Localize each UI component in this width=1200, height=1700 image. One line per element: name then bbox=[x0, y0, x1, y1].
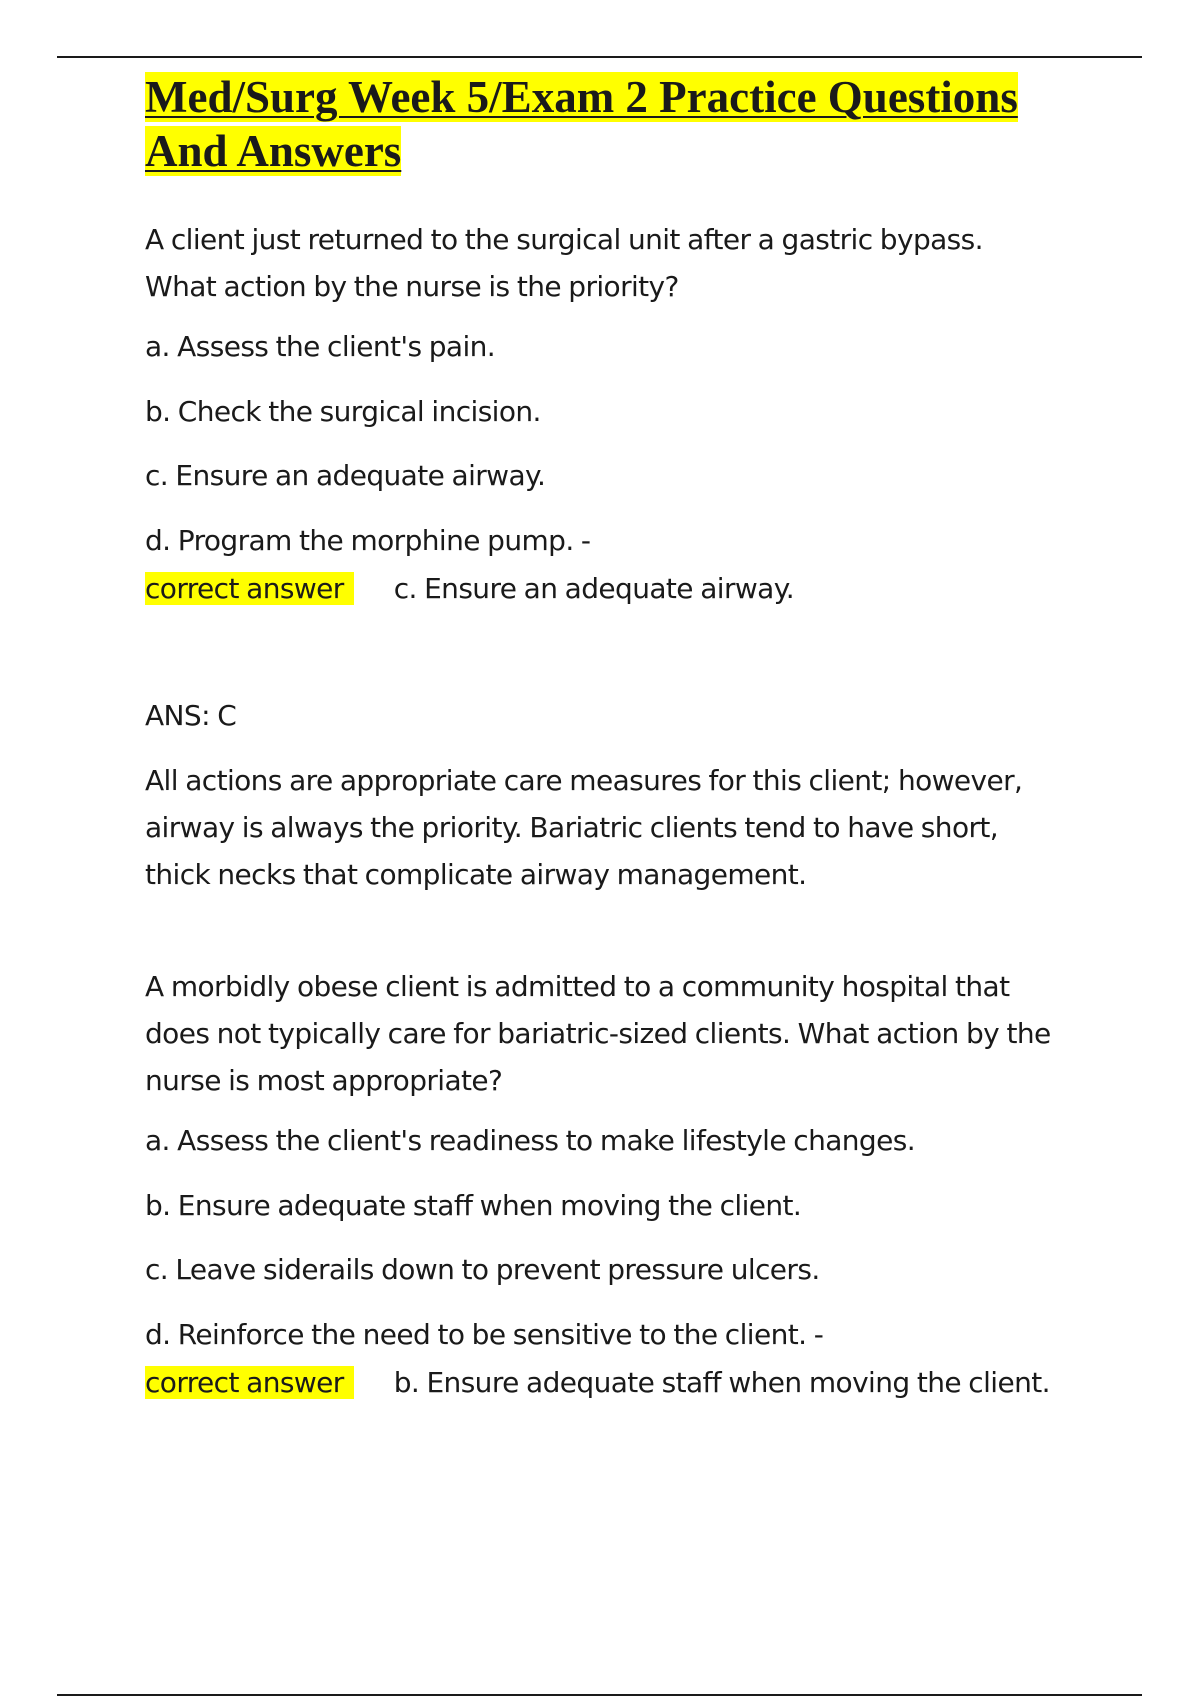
document-body bbox=[145, 70, 1095, 1399]
option-b: b. Check the surgical incision. bbox=[145, 395, 541, 428]
question-2-stem: A morbidly obese client is admitted to a community hospital that does not typically care for bariatric-sized clients. What action by the nurse is most appropriate? bbox=[145, 970, 1051, 1097]
correct-answer-text: c. Ensure an adequate airway. bbox=[393, 572, 795, 605]
rationale: All actions are appropriate care measures for this client; however, airway is always the priority. Bariatric clients tend to have short, thick necks that complicate airway management. bbox=[145, 764, 1023, 891]
top-rule bbox=[57, 56, 1142, 58]
correct-answer-label: correct answer bbox=[145, 572, 354, 605]
q2-option-b: b. Ensure adequate staff when moving the client. bbox=[145, 1189, 802, 1222]
question-1 bbox=[145, 216, 983, 310]
option-a: a. Assess the client's pain. bbox=[145, 330, 496, 363]
q2-option-c: c. Leave siderails down to prevent pressure ulcers. bbox=[145, 1253, 820, 1286]
correct-answer-line bbox=[145, 565, 794, 612]
option-c: c. Ensure an adequate airway. bbox=[145, 459, 546, 492]
bottom-rule bbox=[57, 1694, 1142, 1696]
q2-option-d: d. Reinforce the need to be sensitive to the client. - bbox=[145, 1318, 824, 1351]
page-title: Med/Surg Week 5/Exam 2 Practice Questions And Answers bbox=[145, 72, 1018, 176]
q2-correct-answer-line bbox=[145, 1359, 1050, 1406]
ans-label: ANS: C bbox=[145, 699, 237, 732]
q2-correct-answer-label: correct answer bbox=[145, 1366, 354, 1399]
option-d: d. Program the morphine pump. - bbox=[145, 524, 591, 557]
q2-correct-answer-text: b. Ensure adequate staff when moving the client. bbox=[393, 1366, 1050, 1399]
q2-option-a: a. Assess the client's readiness to make lifestyle changes. bbox=[145, 1124, 916, 1157]
question-stem: A client just returned to the surgical unit after a gastric bypass. What action by the nurse is the priority? bbox=[145, 223, 983, 303]
